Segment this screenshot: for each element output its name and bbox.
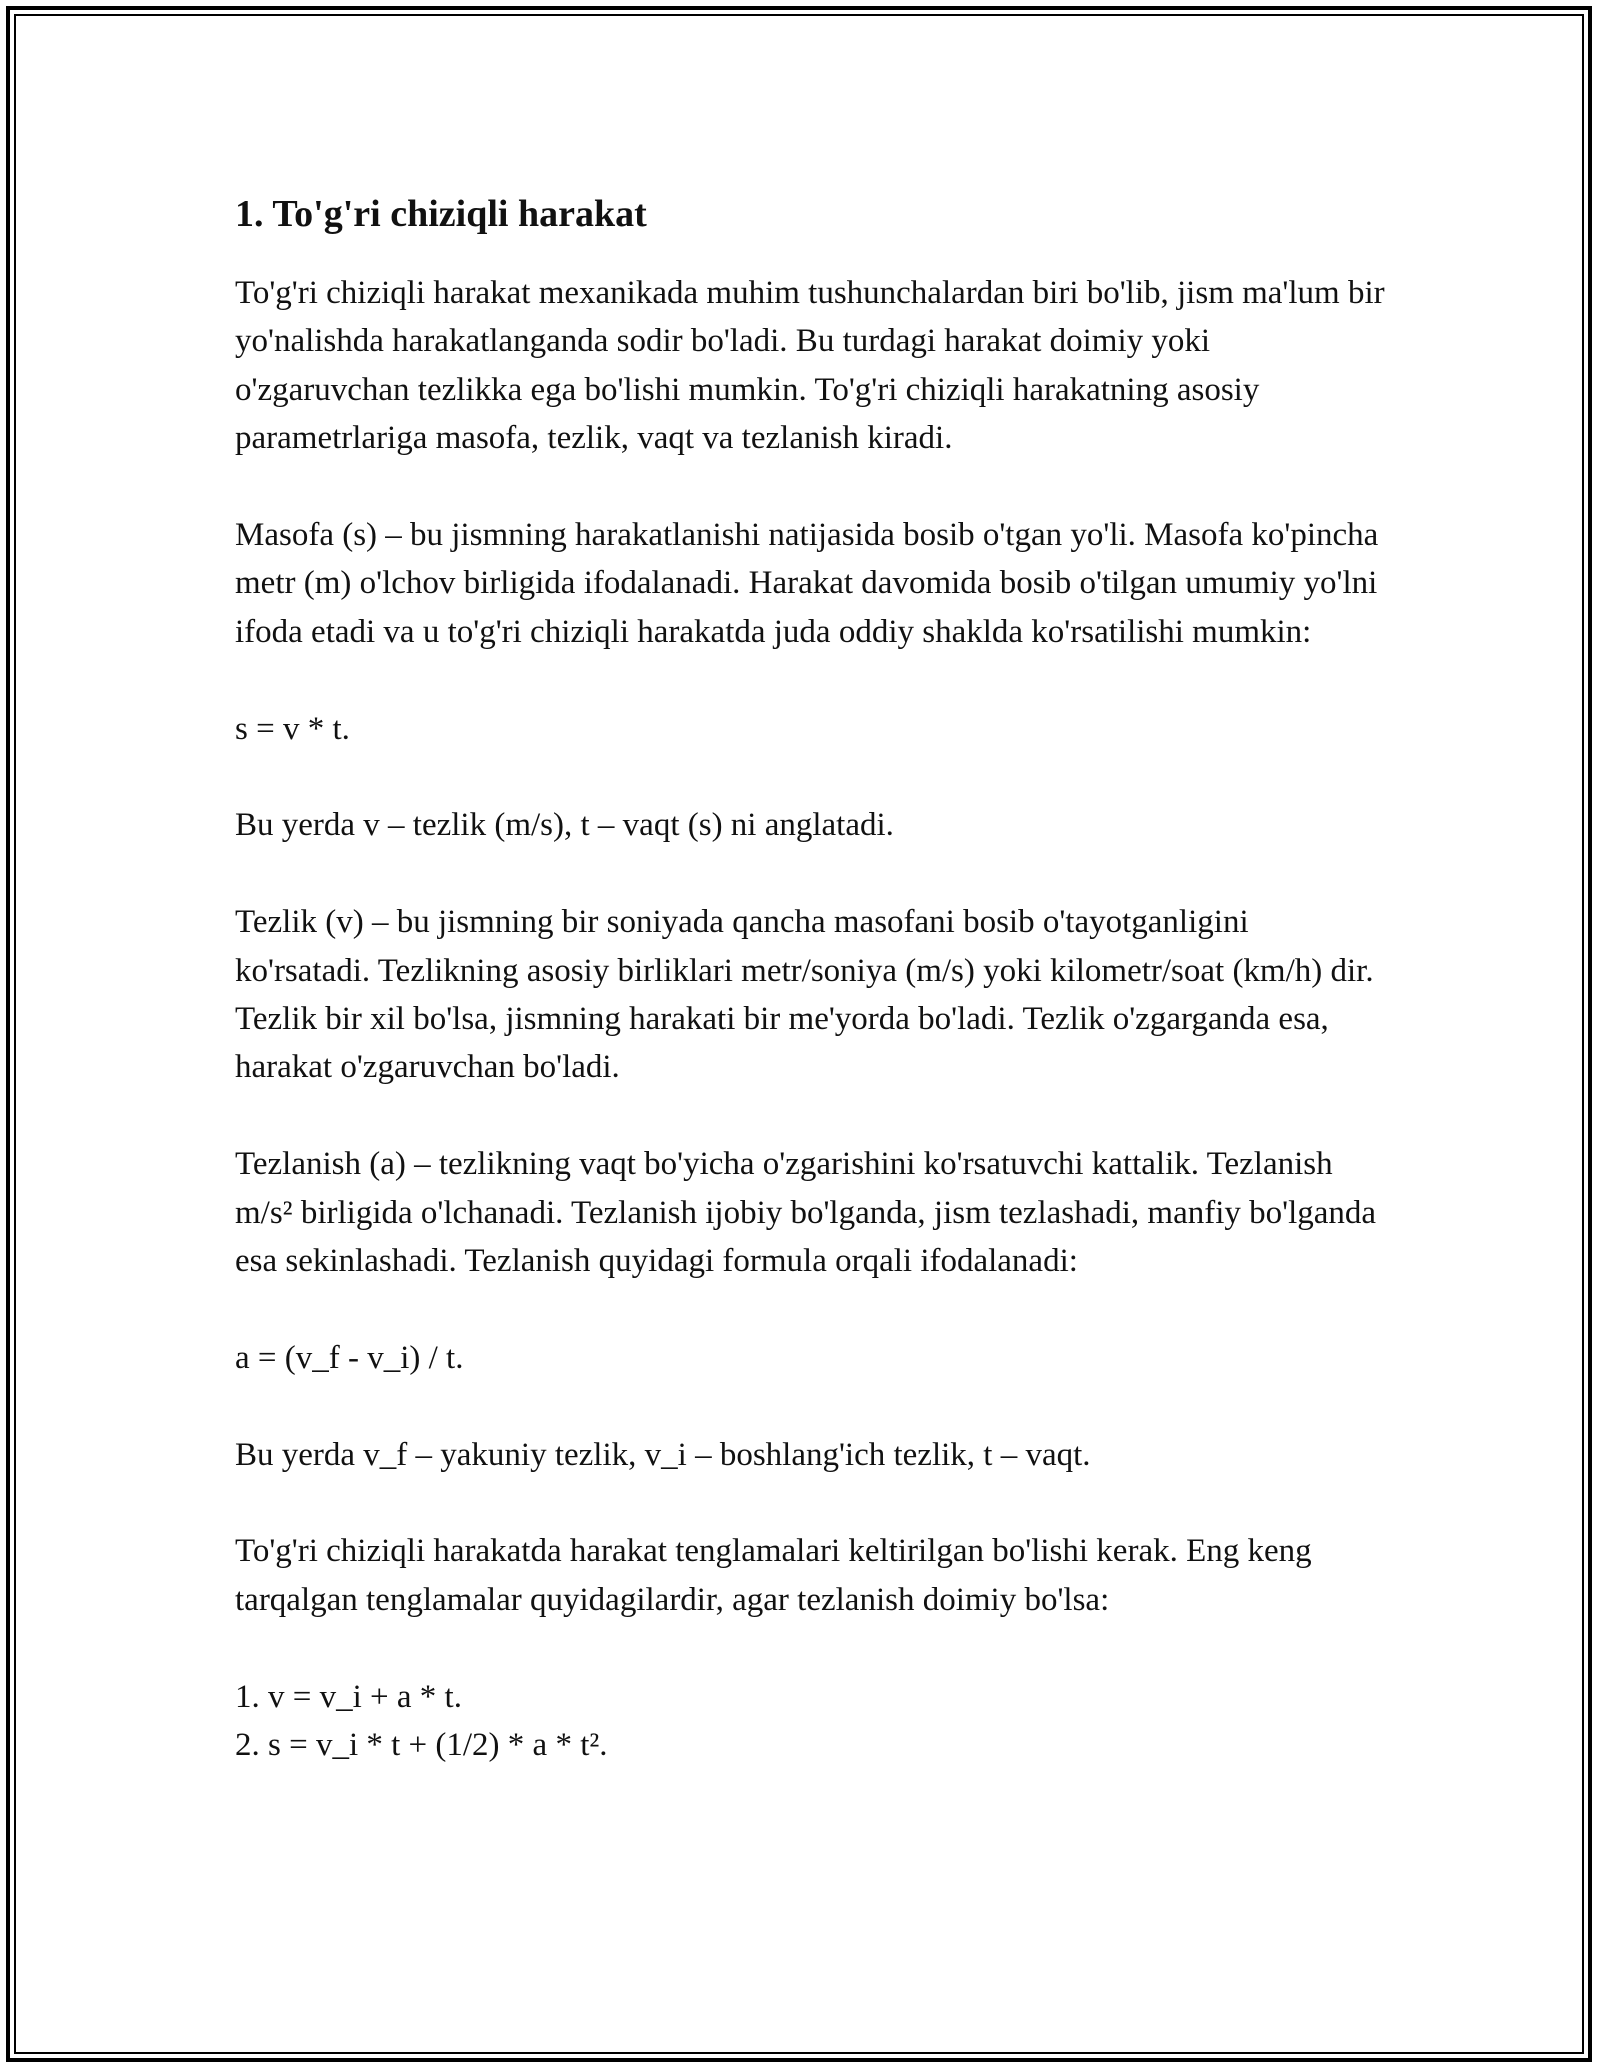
intro-paragraph: To'g'ri chiziqli harakat mexanikada muhim tushunchalardan biri bo'lib, jism ma'lum bir yo'nalishda harakatlanganda sodir bo'ladi. Bu turdagi harakat doimiy yoki o'zgaruvchan tezlikka ega bo'lishi mumkin. To'g'ri chiziqli harakatning asosiy parametrlariga masofa, tezlik, vaqt va tezlanish kiradi. <box>235 275 1385 457</box>
acceleration-formula: a = (v_f - v_i) / t. <box>235 1339 464 1376</box>
distance-paragraph: Masofa (s) – bu jismning harakatlanishi natijasida bosib o'tgan yo'li. Masofa ko'pincha metr (m) o'lchov birligida ifodalanadi. Harakat davomida bosib o'tilgan umumiy yo'lni ifoda etadi va u to'g'ri chiziqli harakatda juda oddiy shaklda ko'rsatilishi mumkin: <box>235 517 1379 650</box>
document-body <box>235 185 1385 1769</box>
equations-intro-paragraph: To'g'ri chiziqli harakatda harakat tenglamalari keltirilgan bo'lishi kerak. Eng keng tarqalgan tenglamalar quyidagilardir, agar tezlanish doimiy bo'lsa: <box>235 1533 1312 1618</box>
equation-item: 1. v = v_i + a * t. <box>235 1678 462 1715</box>
distance-formula-explanation: Bu yerda v – tezlik (m/s), t – vaqt (s) ni anglatadi. <box>235 807 894 844</box>
acceleration-formula-explanation: Bu yerda v_f – yakuniy tezlik, v_i – boshlang'ich tezlik, t – vaqt. <box>235 1436 1091 1473</box>
equations-list <box>235 1673 1385 1770</box>
section-title: 1. To'g'ri chiziqli harakat <box>235 193 647 235</box>
distance-formula: s = v * t. <box>235 710 350 747</box>
acceleration-paragraph: Tezlanish (a) – tezlikning vaqt bo'yicha o'zgarishini ko'rsatuvchi kattalik. Tezlanish m/s² birligida o'lchanadi. Tezlanish ijobiy bo'lganda, jism tezlashadi, manfiy bo'lganda esa sekinlashadi. Tezlanish quyidagi formula orqali ifodalanadi: <box>235 1146 1377 1280</box>
velocity-paragraph: Tezlik (v) – bu jismning bir soniyada qancha masofani bosib o'tayotganligini ko'rsatadi. Tezlikning asosiy birliklari metr/soniya (m/s) yoki kilometr/soat (km/h) dir. Tezlik bir xil bo'lsa, jismning harakati bir me'yorda bo'ladi. Tezlik o'zgarganda esa, harakat o'zgaruvchan bo'ladi. <box>235 904 1374 1086</box>
equation-item: 2. s = v_i * t + (1/2) * a * t². <box>235 1727 608 1764</box>
